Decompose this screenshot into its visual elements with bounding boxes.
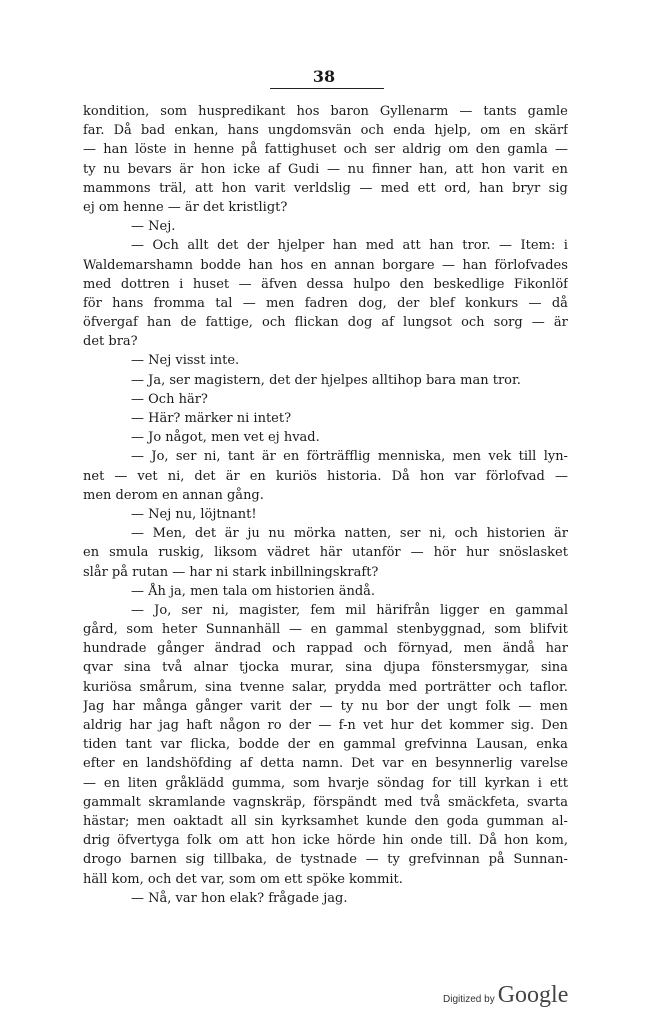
header-rule [270, 88, 384, 89]
text-line: — Här? märker ni intet? [131, 411, 292, 426]
text-line: — Och allt det der hjelper han med att han tror. — Item: i [131, 238, 568, 254]
text-line: mammons träl, att hon varit verldslig — med ett ord, han bryr sig [83, 180, 568, 196]
text-line: — Nej nu, löjtnant! [131, 506, 257, 522]
text-line: qvar sina två alnar tjocka murar, sina djupa fönstersmygar, sina [83, 660, 568, 676]
text-line: — en liten gråklädd gumma, som hvarje söndag for till kyrkan i ett [83, 775, 568, 791]
google-logo: Google [497, 982, 569, 1008]
text-line: gammalt skramlande vagnskräp, förspändt med två smäckfeta, svarta [83, 794, 568, 810]
text-line: aldrig har jag haft någon ro der — f-n vet hur det kommer sig. Den [83, 718, 568, 733]
text-line: med dottren i huset — äfven dessa hulpo den beskedlige Fikonlöf [83, 276, 568, 292]
text-line: häll kom, och det var, som om ett spöke kommit. [83, 871, 403, 887]
text-line: det bra? [83, 334, 138, 350]
text-line: hundrade gånger ändrad och rappad och förnyad, men ändå har [83, 641, 568, 657]
text-line: Waldemarshamn bodde han hos en annan borgare — han förlofvades [83, 257, 568, 273]
text-line: — Nej visst inte. [131, 353, 240, 369]
text-line: ty nu bevars är hon icke af Gudi — nu finner han, att hon varit en [83, 161, 568, 177]
text-line: hästar; men oaktadt all sin kyrksamhet kunde den goda gumman al- [83, 813, 568, 829]
text-line: kuriösa smårum, sina tvenne salar, prydda med porträtter och taflor. [83, 679, 568, 695]
text-line: kondition, som huspredikant hos baron Gyllenarm — tants gamle [83, 104, 568, 119]
text-line: — Nå, var hon elak? frågade jag. [131, 890, 348, 906]
text-line: far. Då bad enkan, hans ungdomsvän och enda hjelp, om en skärf [83, 123, 568, 139]
digitized-label: Digitized by [443, 994, 495, 1005]
text-line: öfvergaf han de fattige, och flickan dog af lungsot och sorg — är [83, 315, 568, 331]
page-number: 38 [312, 67, 336, 86]
text-line: men derom en annan gång. [83, 487, 264, 503]
text-line: ej om henne — är det kristligt? [83, 199, 288, 215]
text-line: en smula ruskig, liksom vädret här utanför — hör hur snöslasket [83, 545, 568, 561]
text-line: slår på rutan — har ni stark inbillningskraft? [83, 564, 379, 580]
text-line: — Jo något, men vet ej hvad. [131, 430, 320, 446]
text-line: — Åh ja, men tala om historien ändå. [131, 583, 376, 599]
text-line: — Jo, ser ni, tant är en förträfflig menniska, men vek till lyn- [131, 449, 568, 465]
digitized-footer [443, 982, 568, 1009]
text-line: för hans fromma tal — men fadren dog, der blef konkurs — då [83, 295, 568, 311]
text-line: drogo barnen sig tillbaka, de tystnade — ty grefvinnan på Sunnan- [83, 852, 568, 868]
text-body [83, 102, 568, 908]
text-line: — Men, det är ju nu mörka natten, ser ni, och historien är [131, 526, 568, 542]
text-line: — Ja, ser magistern, det der hjelpes alltihop bara man tror. [131, 372, 521, 388]
text-line: — Jo, ser ni, magister, fem mil härifrån ligger en gammal [131, 602, 568, 618]
text-line: — Nej. [131, 219, 176, 235]
text-line: Jag har många gånger varit der — ty nu bor der ungt folk — men [83, 698, 568, 714]
text-line: gård, som heter Sunnanhäll — en gammal stenbyggnad, som blifvit [83, 622, 568, 638]
text-line: net — vet ni, det är en kuriös historia. Då hon var förlofvad — [83, 468, 568, 484]
text-line: tiden tant var flicka, bodde der en gammal grefvinna Lausan, enka [83, 737, 568, 753]
text-line: efter en landshöfding af detta namn. Det var en besynnerlig varelse [83, 756, 568, 772]
text-line: — Och här? [131, 391, 208, 407]
text-line: drig öfvertyga folk om att hon icke hörde hin onde till. Då hon kom, [83, 833, 568, 849]
text-line: — han löste in henne på fattighuset och ser aldrig om den gamla — [83, 142, 568, 158]
